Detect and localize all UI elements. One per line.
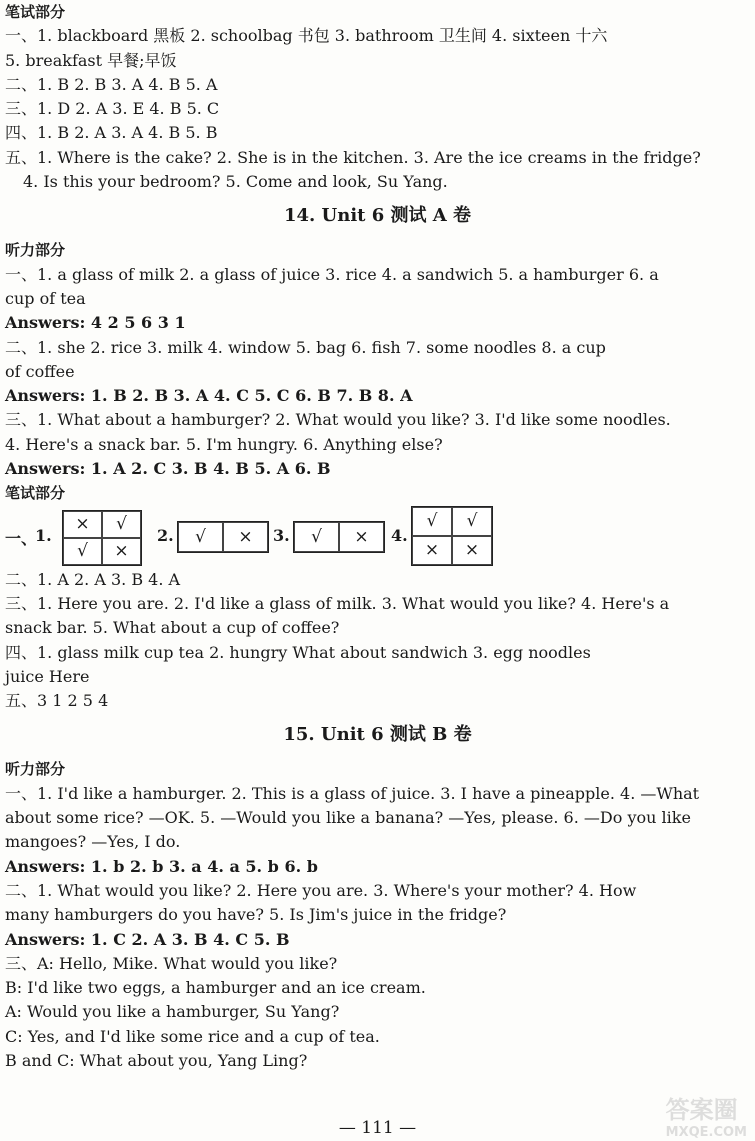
dialogue-line: C: Yes, and I'd like some rice and a cup of tea. (5, 1026, 380, 1046)
answer-line: 二、1. she 2. rice 3. milk 4. window 5. bag 6. fish 7. some noodles 8. a cup (5, 337, 606, 357)
answer-line: 二、1. What would you like? 2. Here you are. 3. Where's your mother? 4. How (5, 880, 637, 900)
answer-line: 二、1. A 2. A 3. B 4. A (5, 569, 181, 589)
answer-line: 四、1. glass milk cup tea 2. hungry What about sandwich 3. egg noodles (5, 642, 591, 662)
page-number: — 111 — (338, 1118, 417, 1138)
answers-line: Answers: 4 2 5 6 3 1 (5, 313, 186, 333)
tick-mark: √ (102, 511, 141, 538)
tick-box-1 (62, 510, 142, 566)
tick-item-label: 4. (391, 525, 408, 545)
tick-item-label: 2. (157, 525, 174, 545)
watermark-url: MXQE.COM (665, 1125, 747, 1140)
tick-cross-answers (5, 506, 750, 568)
tick-section-prefix: 一、 (5, 528, 38, 548)
answer-line: 四、1. B 2. A 3. A 4. B 5. B (5, 123, 218, 143)
answer-line: 4. Here's a snack bar. 5. I'm hungry. 6. Anything else? (5, 434, 443, 454)
answer-line: 五、1. Where is the cake? 2. She is in the kitchen. 3. Are the ice creams in the fridge? (5, 147, 701, 167)
unit-title: 14. Unit 6 测试 A 卷 (283, 205, 472, 227)
answer-line: 5. breakfast 早餐;早饭 (5, 50, 177, 70)
tick-mark: √ (63, 538, 102, 565)
answer-line: 二、1. B 2. B 3. A 4. B 5. A (5, 74, 218, 94)
cross-mark: × (452, 536, 492, 565)
cross-mark: × (339, 522, 384, 552)
answers-line: Answers: 1. C 2. A 3. B 4. C 5. B (5, 929, 290, 949)
section-heading: 笔试部分 (5, 484, 66, 503)
answer-line: 一、1. a glass of milk 2. a glass of juice 3. rice 4. a sandwich 5. a hamburger 6. a (5, 264, 659, 284)
answer-line: many hamburgers do you have? 5. Is Jim's juice in the fridge? (5, 905, 507, 925)
answer-line: 三、1. D 2. A 3. E 4. B 5. C (5, 99, 220, 119)
tick-mark: √ (412, 507, 452, 536)
watermark-logo (666, 1090, 747, 1140)
answer-line: 4. Is this your bedroom? 5. Come and look, Su Yang. (23, 172, 448, 192)
answers-line: Answers: 1. A 2. C 3. B 4. B 5. A 6. B (5, 459, 331, 479)
answer-line: cup of tea (5, 288, 86, 308)
dialogue-line: 三、A: Hello, Mike. What would you like? (5, 953, 338, 973)
answer-line: 五、3 1 2 5 4 (5, 691, 109, 711)
answer-page (5, 0, 750, 1073)
unit-title: 15. Unit 6 测试 B 卷 (283, 724, 472, 746)
answer-line: 一、1. blackboard 黑板 2. schoolbag 书包 3. bathroom 卫生间 4. sixteen 十六 (5, 26, 608, 46)
answer-line: about some rice? —OK. 5. —Would you like a banana? —Yes, please. 6. —Do you like (5, 808, 691, 828)
tick-item-label: 1. (35, 525, 52, 545)
tick-item-label: 3. (273, 525, 290, 545)
answer-line: mangoes? —Yes, I do. (5, 832, 181, 852)
tick-box-2 (177, 521, 269, 553)
tick-mark: √ (294, 522, 339, 552)
dialogue-line: A: Would you like a hamburger, Su Yang? (5, 1002, 340, 1022)
answers-line: Answers: 1. b 2. b 3. a 4. a 5. b 6. b (5, 856, 318, 876)
cross-mark: × (102, 538, 141, 565)
section-heading: 听力部分 (5, 241, 66, 260)
dialogue-line: B: I'd like two eggs, a hamburger and an ice cream. (5, 978, 426, 998)
answer-line: of coffee (5, 361, 75, 381)
section-heading: 笔试部分 (5, 3, 66, 21)
answer-line: 三、1. What about a hamburger? 2. What would you like? 3. I'd like some noodles. (5, 410, 671, 430)
dialogue-line: B and C: What about you, Yang Ling? (5, 1050, 308, 1070)
tick-box-4 (411, 506, 493, 566)
answer-line: juice Here (5, 666, 90, 686)
cross-mark: × (63, 511, 102, 538)
answers-line: Answers: 1. B 2. B 3. A 4. C 5. C 6. B 7. B 8. A (5, 386, 413, 406)
cross-mark: × (223, 522, 268, 552)
tick-mark: √ (452, 507, 492, 536)
tick-mark: √ (178, 522, 223, 552)
answer-line: snack bar. 5. What about a cup of coffee? (5, 618, 340, 638)
answer-line: 一、1. I'd like a hamburger. 2. This is a glass of juice. 3. I have a pineapple. 4. —What (5, 783, 700, 803)
watermark-text: 答案圈 (665, 1096, 738, 1124)
section-heading: 听力部分 (5, 760, 66, 779)
tick-box-3 (293, 521, 385, 553)
answer-line: 三、1. Here you are. 2. I'd like a glass of milk. 3. What would you like? 4. Here's a (5, 593, 670, 613)
cross-mark: × (412, 536, 452, 565)
